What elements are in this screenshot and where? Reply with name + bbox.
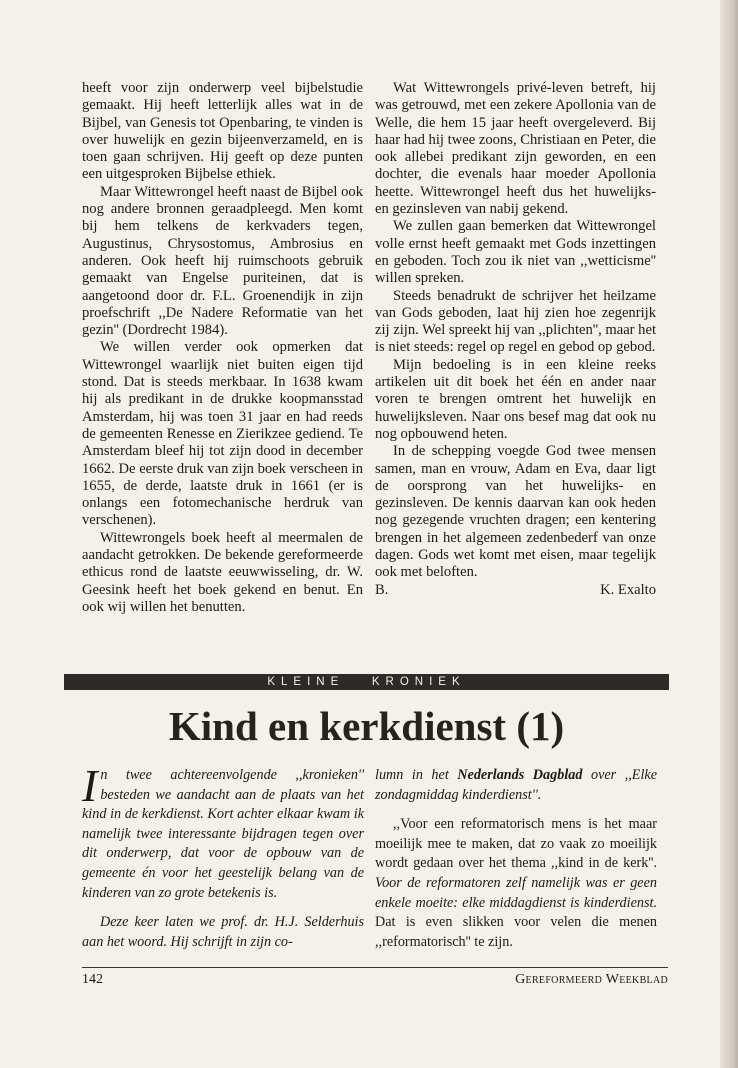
intro-text: n twee achtereenvolgende ,,kronieken'' besteden we aandacht aan de plaats van het kind in de kerkdienst. Kort achter elkaar kwam ik namelijk twee interessante bijdragen tegen over dit onderwerp, dat voor de opbouw van de gemeente én voor het geestelijk belang van de kinderen van zo grote betekenis is.: [82, 767, 364, 901]
paragraph: Steeds benadrukt de schrijver het heilzame van Gods geboden, laat hij zien hoe zegenrijk zij zijn. Wel spreekt hij van ,,plichten'', maar het is niet steeds: regel op regel en gebod op gebod.: [375, 287, 657, 356]
author-name: K. Exalto: [600, 581, 656, 598]
paragraph: We zullen gaan bemerken dat Wittewrongel volle ernst heeft gemaakt met Gods inzettingen en geboden. Toch zou ik niet van ,,wetticisme'' willen spreken.: [375, 218, 656, 287]
paragraph: [375, 815, 657, 952]
newspaper-name: Nederlands Dagblad: [457, 767, 583, 783]
publication-name: Gereformeerd Weekblad: [515, 972, 668, 987]
paragraph: Wat Wittewrongels privé-leven betreft, hij was getrouwd, met een zekere Apollonia van de Welle, die hem 15 jaar heeft overgeleverd. Bij haar had hij twee zoons, Christiaan en Peter, die ook allebei predikant zijn geworden, en een dochter, die evenals haar moeder Apollonia heette. Wittewrongel heeft dus het huwelijks- en gezinsleven van nabij gekend.: [375, 80, 656, 218]
paragraph: Mijn bedoeling is in een kleine reeks artikelen uit dit boek het één en ander naar voren te brengen omtrent het huwelijk en huwelijksleven. Naar ons besef mag dat ook nu nog opbouwend heten.: [375, 356, 656, 442]
emphasis: Voor de reformatoren zelf namelijk was er geen enkele moeite: elke middagdienst is kinderdienst.: [375, 874, 657, 911]
signature-initial: B.: [375, 581, 389, 598]
paragraph: Wittewrongels boek heeft al meermalen de aandacht getrokken. De bekende gereformeerde ethicus rond de laatste eeuwwisseling, dr. W. Geesink heeft het boek gekend en benut. En ook wij willen het benutten.: [82, 529, 363, 615]
intro-column: [82, 760, 364, 952]
text-run: Dat is even slikken voor velen die menen ,,reformatorisch'' te zijn.: [375, 914, 657, 950]
paragraph: Maar Wittewrongel heeft naast de Bijbel ook nog andere bronnen geraadpleegd. Men komt bij hem telkens de kerkvaders tegen, Augustinus, Chrysostomus, Ambrosius en anderen. Ook heeft hij ruimschoots gebruik gemaakt van Engelse puriteinen, dat is aangetoond door dr. F.L. Groenendijk in zijn proefschrift ,,De Nadere Reformatie van het gezin'' (Dordrecht 1984).: [82, 183, 363, 339]
text-run: over ,,Elke zondagmiddag kinderdienst''.: [375, 767, 657, 803]
article-column-left: [82, 80, 363, 616]
paragraph: We willen verder ook opmerken dat Wittewrongel waarlijk niet buiten eigen tijd stond. Dat is steeds merkbaar. In 1638 kwam hij als predikant in de drukke koopmansstad Amsterdam, hij was toen 31 jaar en had reeds de gemeenten Renesse en Zierikzee gediend. Te Amsterdam bleef hij tot zijn dood in december 1662. De eerste druk van zijn boek verscheen in 1655, de derde, laatste druk in 1661 (er is onlangs een fotomechanische herdruk van verschenen).: [82, 339, 363, 529]
drop-cap: I: [82, 760, 98, 811]
text-run: lumn in het: [375, 767, 458, 783]
page-number: 142: [82, 972, 103, 987]
signature: [375, 582, 656, 599]
quote-column: [375, 766, 657, 952]
section-rubric: KLEINE KRONIEK: [64, 674, 669, 690]
article-headline: Kind en kerkdienst (1): [168, 703, 565, 749]
paragraph: [375, 766, 657, 805]
page-edge-shadow: [720, 0, 738, 1068]
text-run: ,,Voor een reformatorisch mens is het maar moeilijk mee te maken, dat zo vaak zo moeilijk wordt gedaan over het thema ,,kind in de kerk''.: [375, 816, 657, 872]
article-column-right: [375, 80, 656, 599]
paragraph: In de schepping voegde God twee mensen samen, man en vrouw, Adam en Eva, daar ligt de oorsprong van het huwelijks- en gezinsleven. De kennis daarvan kan ook heden nog gezegende vruchten dragen; een kentering brengen in het algemeen zedenbederf van onze dagen. Gods wet komt met eisen, maar tegelijk ook met beloften.: [375, 443, 656, 581]
paragraph: heeft voor zijn onderwerp veel bijbelstudie gemaakt. Hij heeft letterlijk alles wat in de Bijbel, van Genesis tot Openbaring, te vinden is over huwelijk en gezin bijeenverzameld, en is toen gaan schrijven. Hij geeft op deze punten een uitgesproken Bijbelse ethiek.: [82, 80, 363, 183]
intro-paragraph: Deze keer laten we prof. dr. H.J. Selderhuis aan het woord. Hij schrijft in zijn co-: [82, 914, 364, 950]
footer-divider: [82, 967, 668, 968]
intro-paragraph: [82, 760, 364, 903]
